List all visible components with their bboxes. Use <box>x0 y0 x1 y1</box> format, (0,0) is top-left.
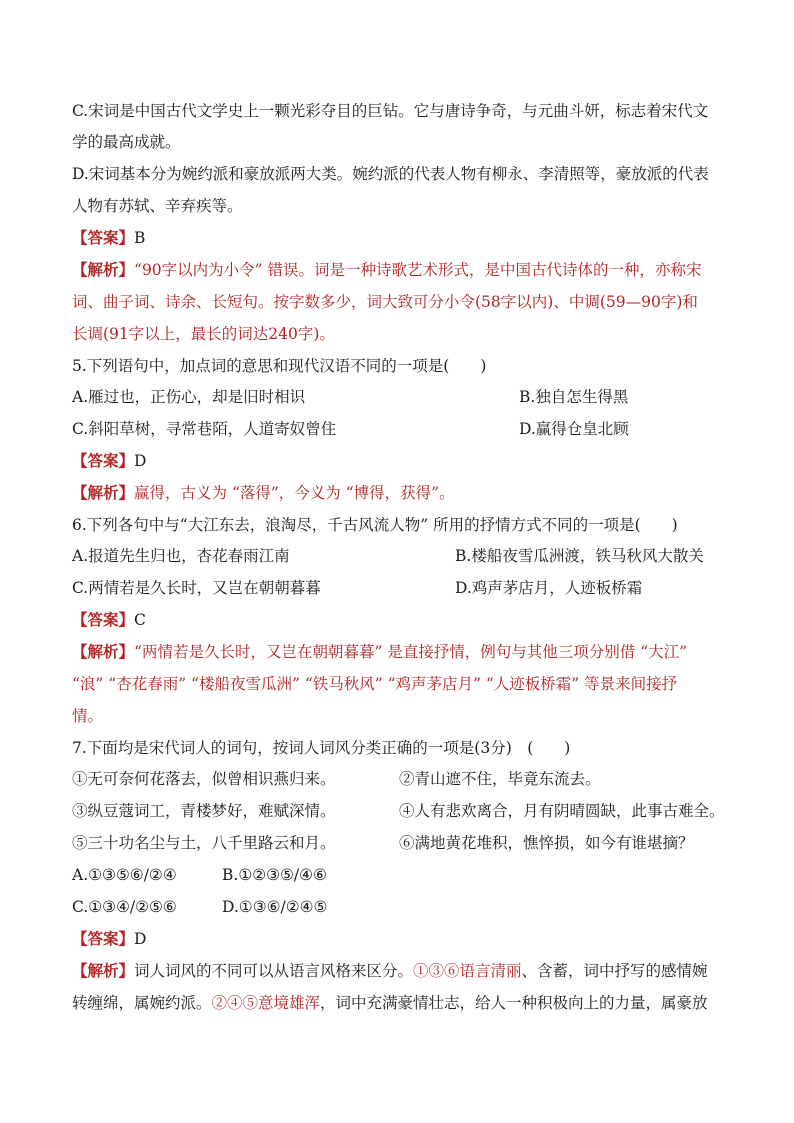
explanation-7-line1 <box>72 960 708 982</box>
answer-value: B <box>134 229 146 247</box>
explanation-tag: 【解析】 <box>72 961 135 980</box>
explanation-text: 转缠绵，属婉约派。 <box>72 994 212 1012</box>
answer-7 <box>72 928 146 950</box>
question-5-option-d: D.赢得仓皇北顾 <box>519 420 629 438</box>
answer-6 <box>72 609 146 631</box>
explanation-text: ，词中充满豪情壮志，给人一种积极向上的力量，属豪放 <box>320 994 708 1012</box>
answer-tag: 【答案】 <box>72 451 135 470</box>
explanation-tag: 【解析】 <box>72 483 135 502</box>
question-5-option-c: C.斜阳草树，寻常巷陌，人道寄奴曾住 <box>72 420 337 438</box>
explanation-7-line2 <box>72 992 708 1014</box>
question-7-option-a: A.①③⑤⑥/②④ <box>72 866 177 884</box>
explanation-text: 、含蓄，词中抒写的感情婉 <box>521 962 708 980</box>
question-6-option-d: D.鸡声茅店月，人迹板桥霜 <box>455 579 643 597</box>
question-5-option-a: A.雁过也，正伤心，却是旧时相识 <box>72 388 306 406</box>
question-7-item-4: ④人有悲欢离合，月有阴晴圆缺，此事古难全。 <box>399 802 725 820</box>
explanation-tag: 【解析】 <box>72 260 135 279</box>
explanation-text: “两情若是久长时，又岂在朝朝暮暮” 是直接抒情，例句与其他三项分别借 “大江” <box>134 643 688 661</box>
question-7-item-5: ⑤三十功名尘与土，八千里路云和月。 <box>72 834 336 852</box>
answer-value: D <box>134 452 147 470</box>
answer-tag: 【答案】 <box>72 228 135 247</box>
question-5-option-b: B.独自怎生得黑 <box>519 388 629 406</box>
answer-value: D <box>134 930 147 948</box>
question-7-item-3: ③纵豆蔻词工，青楼梦好，难赋深情。 <box>72 802 336 820</box>
question-6-option-b: B.楼船夜雪瓜洲渡，铁马秋风大散关 <box>455 547 704 565</box>
answer-4 <box>72 227 145 249</box>
explanation-highlight: ①③⑥语言清丽 <box>413 962 522 980</box>
question-7-item-6: ⑥满地黄花堆积，憔悴损，如今有谁堪摘？ <box>399 834 694 852</box>
option-c-line2: 学的最高成就。 <box>72 133 181 151</box>
answer-5 <box>72 450 146 472</box>
question-7-item-2: ②青山遮不住，毕竟东流去。 <box>399 770 601 788</box>
explanation-6-line2: “浪” “杏花春雨” “楼船夜雪瓜洲” “铁马秋风” “鸡声茅店月” “人迹板桥霜” 等景来间接抒 <box>72 675 678 693</box>
explanation-4-line2: 词、曲子词、诗余、长短句。按字数多少，词大致可分小令(58字以内)、中调(59—90字)和 <box>72 293 698 311</box>
explanation-4-line3: 长调(91字以上，最长的词达240字)。 <box>72 325 335 343</box>
question-7-option-b: B.①②③⑤/④⑥ <box>222 866 327 884</box>
question-7-option-d: D.①③⑥/②④⑤ <box>222 898 328 916</box>
explanation-5-line1 <box>72 482 455 504</box>
question-6-option-a: A.报道先生归也，杏花春雨江南 <box>72 547 290 565</box>
option-d-line2: 人物有苏轼、辛弃疾等。 <box>72 197 243 215</box>
question-7-option-c: C.①③④/②⑤⑥ <box>72 898 177 916</box>
explanation-text: 词人词风的不同可以从语言风格来区分。 <box>134 962 414 980</box>
explanation-4-line1 <box>72 259 702 281</box>
question-7: 7.下面均是宋代词人的词句，按词人词风分类正确的一项是(3分) ( ) <box>72 739 571 757</box>
explanation-6-line3: 情。 <box>72 707 104 725</box>
answer-value: C <box>134 611 146 629</box>
question-7-item-1: ①无可奈何花落去，似曾相识燕归来。 <box>72 770 336 788</box>
explanation-highlight: ②④⑤意境雄浑 <box>211 994 321 1012</box>
question-5: 5.下列语句中，加点词的意思和现代汉语不同的一项是( ) <box>72 357 487 375</box>
explanation-6-line1 <box>72 641 687 663</box>
question-6-option-c: C.两情若是久长时，又岂在朝朝暮暮 <box>72 579 321 597</box>
option-d-line1: D.宋词基本分为婉约派和豪放派两大类。婉约派的代表人物有柳永、李清照等，豪放派的代表 <box>72 165 709 183</box>
option-c-line1: C.宋词是中国古代文学史上一颗光彩夺目的巨钻。它与唐诗争奇，与元曲斗妍，标志着宋代文 <box>72 102 709 120</box>
answer-tag: 【答案】 <box>72 610 135 629</box>
explanation-text: 赢得，古义为 “落得”，今义为 “博得，获得”。 <box>134 484 455 502</box>
question-6: 6.下列各句中与“大江东去，浪淘尽，千古风流人物” 所用的抒情方式不同的一项是( ) <box>72 516 678 534</box>
explanation-tag: 【解析】 <box>72 642 135 661</box>
answer-tag: 【答案】 <box>72 929 135 948</box>
explanation-text: “90字以内为小令” 错误。词是一种诗歌艺术形式，是中国古代诗体的一种，亦称宋 <box>134 261 702 279</box>
